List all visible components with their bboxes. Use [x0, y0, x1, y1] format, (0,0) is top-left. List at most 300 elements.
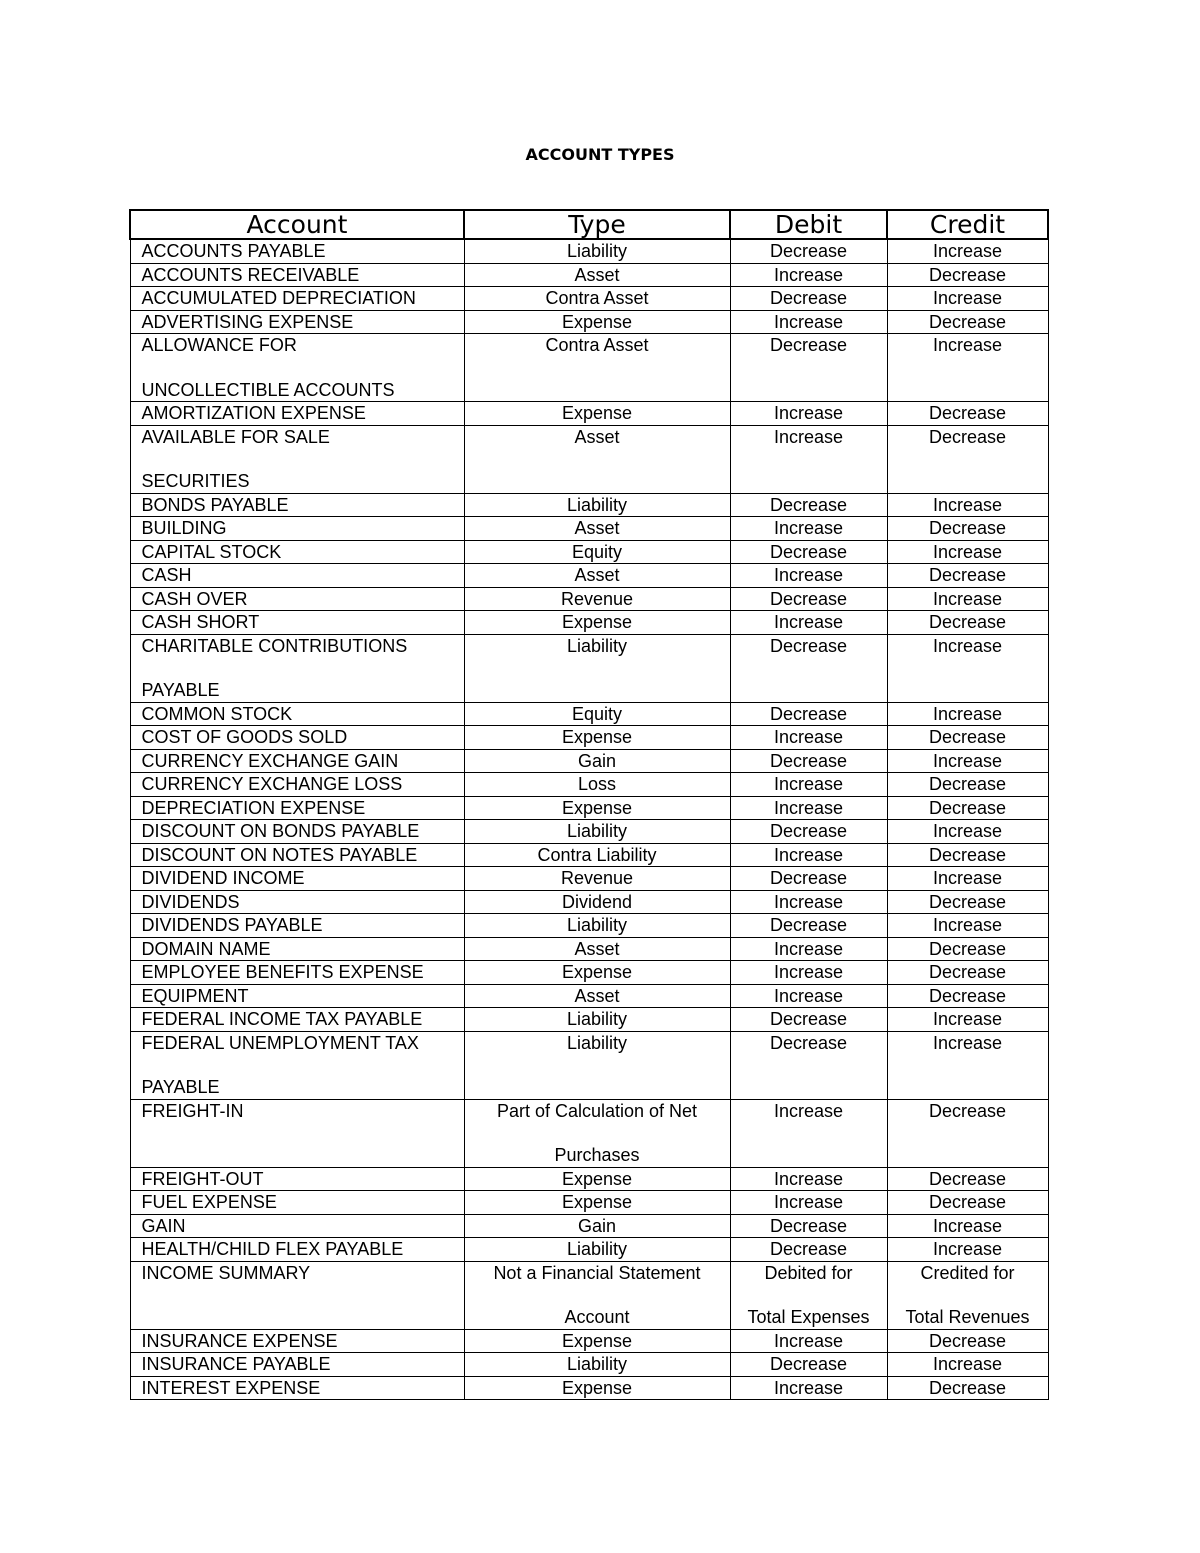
- cell-account: [130, 1008, 464, 1032]
- cell-credit-text: Decrease: [928, 844, 1007, 865]
- cell-type: [464, 1031, 730, 1099]
- cell-account: [130, 425, 464, 493]
- cell-debit-text: Increase: [773, 1330, 844, 1351]
- cell-type: [464, 773, 730, 797]
- cell-account-text-line2: PAYABLE: [141, 1077, 220, 1097]
- table-row: [130, 843, 1048, 867]
- cell-credit-text: Increase: [932, 1032, 1003, 1053]
- cell-account: [130, 239, 464, 263]
- cell-account-text: DIVIDENDS: [141, 891, 240, 912]
- cell-type: [464, 937, 730, 961]
- cell-type: [464, 634, 730, 702]
- cell-credit: [887, 984, 1048, 1008]
- cell-type: [464, 402, 730, 426]
- cell-account: [130, 587, 464, 611]
- cell-debit-text: Increase: [773, 962, 844, 982]
- cell-credit-text: Increase: [932, 494, 1003, 515]
- table-row: [130, 634, 1048, 702]
- table-row: [130, 1261, 1048, 1329]
- cell-debit-text: Increase: [773, 403, 844, 423]
- cell-credit-text: Increase: [932, 1215, 1003, 1236]
- table-row: [130, 961, 1048, 985]
- table-row: [130, 984, 1048, 1008]
- table-row: [130, 1191, 1048, 1215]
- cell-type: [464, 493, 730, 517]
- cell-debit-text: Increase: [773, 426, 844, 447]
- cell-debit-text: Increase: [773, 565, 844, 585]
- header-account: Account: [130, 210, 464, 239]
- cell-debit: [730, 867, 887, 891]
- table-row: [130, 263, 1048, 287]
- cell-account-text: AMORTIZATION EXPENSE: [141, 403, 366, 423]
- cell-debit: [730, 587, 887, 611]
- table-row: [130, 1238, 1048, 1262]
- cell-account: [130, 937, 464, 961]
- cell-credit: [887, 726, 1048, 750]
- cell-credit: [887, 843, 1048, 867]
- cell-debit: [730, 890, 887, 914]
- cell-type-text: Revenue: [560, 868, 634, 888]
- page-title: ACCOUNT TYPES: [525, 145, 675, 164]
- cell-account: [130, 914, 464, 938]
- cell-debit-text: Decrease: [769, 635, 848, 656]
- cell-type-text: Expense: [561, 727, 633, 747]
- cell-account-text: ACCUMULATED DEPRECIATION: [141, 288, 416, 308]
- cell-credit-text: Decrease: [928, 938, 1007, 959]
- cell-account-text: CHARITABLE CONTRIBUTIONS: [141, 635, 408, 656]
- cell-account-text: CASH: [141, 565, 192, 585]
- cell-debit-text: Decrease: [769, 868, 848, 888]
- cell-type: [464, 1261, 730, 1329]
- cell-credit-text: Decrease: [928, 727, 1007, 747]
- cell-type-text: Loss: [577, 774, 617, 794]
- cell-account: [130, 843, 464, 867]
- cell-debit: [730, 726, 887, 750]
- header-type: Type: [464, 210, 730, 239]
- cell-account: [130, 1031, 464, 1099]
- cell-credit: [887, 773, 1048, 797]
- cell-type: [464, 1214, 730, 1238]
- cell-credit-text: Increase: [932, 1354, 1003, 1374]
- cell-credit: [887, 914, 1048, 938]
- cell-credit: [887, 263, 1048, 287]
- cell-type-text: Liability: [566, 635, 628, 656]
- cell-account: [130, 334, 464, 402]
- cell-account-text: DIVIDENDS PAYABLE: [141, 915, 323, 935]
- cell-type-text: Revenue: [560, 588, 634, 609]
- cell-account-text: DISCOUNT ON BONDS PAYABLE: [141, 821, 420, 841]
- cell-debit: [730, 263, 887, 287]
- cell-type: [464, 1099, 730, 1167]
- cell-type: [464, 1376, 730, 1400]
- cell-credit-text: Decrease: [928, 985, 1007, 1006]
- cell-debit-text: Increase: [773, 311, 844, 332]
- cell-debit: [730, 773, 887, 797]
- cell-credit-text: Decrease: [928, 264, 1007, 285]
- cell-debit-text: Increase: [773, 985, 844, 1006]
- cell-account: [130, 1353, 464, 1377]
- cell-account-text: INSURANCE PAYABLE: [141, 1354, 331, 1374]
- cell-type-text: Liability: [566, 1239, 628, 1259]
- cell-debit-text: Decrease: [769, 494, 848, 515]
- cell-type: [464, 726, 730, 750]
- cell-debit: [730, 843, 887, 867]
- cell-credit: [887, 702, 1048, 726]
- cell-account-text: AVAILABLE FOR SALE: [141, 426, 330, 447]
- table-row: [130, 867, 1048, 891]
- cell-credit: [887, 1353, 1048, 1377]
- table-row: [130, 611, 1048, 635]
- cell-account: [130, 749, 464, 773]
- cell-debit: [730, 310, 887, 334]
- table-row: [130, 749, 1048, 773]
- cell-credit: [887, 587, 1048, 611]
- cell-credit: [887, 867, 1048, 891]
- cell-credit: [887, 961, 1048, 985]
- cell-debit-text: Decrease: [769, 1032, 848, 1053]
- cell-debit-text: Increase: [773, 1168, 844, 1189]
- cell-type: [464, 263, 730, 287]
- cell-credit: [887, 334, 1048, 402]
- table-row: [130, 1376, 1048, 1400]
- cell-account: [130, 634, 464, 702]
- cell-type-text: Part of Calculation of Net: [496, 1100, 698, 1121]
- table-row: [130, 287, 1048, 311]
- table-row: [130, 937, 1048, 961]
- cell-account: [130, 611, 464, 635]
- table-row: [130, 702, 1048, 726]
- cell-debit-text: Decrease: [769, 1239, 848, 1259]
- cell-debit: [730, 1329, 887, 1353]
- table-row: [130, 517, 1048, 541]
- cell-type-text: Liability: [566, 1032, 628, 1053]
- cell-debit-text: Decrease: [769, 703, 848, 724]
- cell-debit: [730, 796, 887, 820]
- cell-type-text: Liability: [566, 821, 628, 841]
- cell-type-text: Equity: [571, 541, 623, 562]
- cell-type-text: Liability: [566, 915, 628, 935]
- cell-account-text: BUILDING: [141, 518, 227, 538]
- cell-account-text: DIVIDEND INCOME: [141, 868, 305, 888]
- cell-type-text: Asset: [574, 985, 620, 1006]
- cell-debit: [730, 1167, 887, 1191]
- table-row: [130, 1353, 1048, 1377]
- cell-account-text-line2: SECURITIES: [141, 471, 250, 491]
- cell-debit-text: Increase: [773, 727, 844, 747]
- cell-debit-text: Increase: [773, 797, 844, 818]
- cell-debit: [730, 820, 887, 844]
- cell-credit: [887, 1214, 1048, 1238]
- cell-account: [130, 402, 464, 426]
- cell-type: [464, 702, 730, 726]
- cell-account: [130, 820, 464, 844]
- table-row: [130, 1099, 1048, 1167]
- header-credit: Credit: [887, 210, 1048, 239]
- table-row: [130, 890, 1048, 914]
- cell-debit-text: Increase: [773, 264, 844, 285]
- table-row: [130, 1329, 1048, 1353]
- cell-account: [130, 984, 464, 1008]
- table-row: [130, 1008, 1048, 1032]
- cell-account: [130, 1238, 464, 1262]
- table-row: [130, 493, 1048, 517]
- cell-type-text: Contra Liability: [537, 844, 657, 865]
- cell-debit: [730, 1376, 887, 1400]
- cell-account: [130, 702, 464, 726]
- cell-account-text: ALLOWANCE FOR: [141, 335, 297, 355]
- cell-type: [464, 611, 730, 635]
- cell-type: [464, 820, 730, 844]
- cell-credit-text: Increase: [932, 821, 1003, 841]
- cell-account-text: EMPLOYEE BENEFITS EXPENSE: [141, 962, 424, 982]
- cell-type-text: Dividend: [561, 891, 633, 912]
- cell-debit: [730, 1008, 887, 1032]
- cell-type: [464, 1167, 730, 1191]
- cell-account-text: FREIGHT-OUT: [141, 1168, 264, 1189]
- cell-credit-text: Decrease: [928, 403, 1007, 423]
- cell-type-text: Gain: [577, 750, 617, 771]
- cell-type: [464, 1238, 730, 1262]
- cell-type-text-line2: Purchases: [554, 1145, 640, 1165]
- cell-debit: [730, 749, 887, 773]
- cell-account: [130, 1261, 464, 1329]
- cell-type: [464, 1008, 730, 1032]
- cell-account-text-line2: UNCOLLECTIBLE ACCOUNTS: [141, 379, 395, 400]
- cell-credit: [887, 1261, 1048, 1329]
- cell-account: [130, 867, 464, 891]
- cell-debit-text: Decrease: [769, 915, 848, 935]
- cell-type: [464, 540, 730, 564]
- cell-credit-text: Increase: [932, 868, 1003, 888]
- cell-credit: [887, 425, 1048, 493]
- cell-credit: [887, 1167, 1048, 1191]
- cell-account-text: EQUIPMENT: [141, 985, 249, 1006]
- cell-debit-text: Decrease: [769, 821, 848, 841]
- cell-debit: [730, 611, 887, 635]
- cell-account-text: FEDERAL UNEMPLOYMENT TAX: [141, 1032, 419, 1053]
- cell-debit: [730, 1191, 887, 1215]
- cell-type: [464, 890, 730, 914]
- cell-credit: [887, 890, 1048, 914]
- cell-credit-text: Increase: [932, 703, 1003, 724]
- cell-credit: [887, 310, 1048, 334]
- cell-type: [464, 287, 730, 311]
- cell-credit-text: Decrease: [928, 612, 1007, 632]
- cell-type-text: Expense: [561, 311, 633, 332]
- cell-account-text: ACCOUNTS RECEIVABLE: [141, 264, 360, 285]
- cell-type: [464, 564, 730, 588]
- table-row: [130, 310, 1048, 334]
- cell-account-text: DOMAIN NAME: [141, 938, 271, 959]
- cell-credit: [887, 611, 1048, 635]
- cell-debit: [730, 984, 887, 1008]
- cell-credit: [887, 749, 1048, 773]
- cell-account-text: ACCOUNTS PAYABLE: [141, 241, 326, 261]
- table-row: [130, 820, 1048, 844]
- cell-credit-text: Decrease: [928, 797, 1007, 818]
- cell-type: [464, 310, 730, 334]
- cell-credit-text: Decrease: [928, 962, 1007, 982]
- table-row: [130, 796, 1048, 820]
- cell-credit: [887, 540, 1048, 564]
- cell-credit: [887, 634, 1048, 702]
- cell-credit-text: Increase: [932, 1239, 1003, 1259]
- cell-account: [130, 540, 464, 564]
- cell-account: [130, 1214, 464, 1238]
- cell-type-text: Gain: [577, 1215, 617, 1236]
- cell-type-text-line2: Account: [564, 1307, 630, 1327]
- table-row: [130, 587, 1048, 611]
- cell-type: [464, 1329, 730, 1353]
- cell-debit: [730, 1261, 887, 1329]
- cell-credit-text: Increase: [932, 1009, 1003, 1029]
- cell-credit-text: Decrease: [928, 565, 1007, 585]
- cell-account: [130, 1376, 464, 1400]
- table-row: [130, 334, 1048, 402]
- cell-debit-text: Increase: [773, 1100, 844, 1121]
- table-row: [130, 726, 1048, 750]
- cell-account: [130, 287, 464, 311]
- cell-debit: [730, 334, 887, 402]
- cell-debit-text: Increase: [773, 518, 844, 538]
- cell-type-text: Expense: [561, 1330, 633, 1351]
- cell-debit-text: Decrease: [769, 1354, 848, 1374]
- cell-credit-text: Decrease: [928, 774, 1007, 794]
- cell-type: [464, 867, 730, 891]
- cell-type-text: Not a Financial Statement: [493, 1262, 701, 1283]
- cell-account-text: BONDS PAYABLE: [141, 494, 289, 515]
- cell-credit: [887, 1329, 1048, 1353]
- cell-account: [130, 961, 464, 985]
- cell-debit: [730, 1353, 887, 1377]
- cell-debit-text: Decrease: [769, 1009, 848, 1029]
- cell-account: [130, 564, 464, 588]
- header-row: [130, 210, 1048, 239]
- account-types-table: [129, 209, 1049, 1400]
- table-row: [130, 564, 1048, 588]
- cell-account-text: INCOME SUMMARY: [141, 1262, 311, 1283]
- cell-debit: [730, 402, 887, 426]
- cell-type-text: Expense: [561, 403, 633, 423]
- cell-credit: [887, 1238, 1048, 1262]
- cell-account: [130, 1329, 464, 1353]
- cell-account-text: COST OF GOODS SOLD: [141, 727, 348, 747]
- cell-account-text: CASH SHORT: [141, 612, 260, 632]
- cell-debit: [730, 493, 887, 517]
- cell-account-text: FEDERAL INCOME TAX PAYABLE: [141, 1009, 423, 1029]
- cell-credit: [887, 402, 1048, 426]
- cell-account: [130, 310, 464, 334]
- cell-account: [130, 517, 464, 541]
- cell-type: [464, 843, 730, 867]
- cell-debit-text: Increase: [773, 938, 844, 959]
- cell-debit-text: Increase: [773, 844, 844, 865]
- cell-credit-text: Increase: [932, 588, 1003, 609]
- cell-account-text: ADVERTISING EXPENSE: [141, 311, 354, 332]
- header-debit: Debit: [730, 210, 887, 239]
- cell-debit-text: Decrease: [769, 288, 848, 308]
- cell-type: [464, 1353, 730, 1377]
- cell-debit: [730, 425, 887, 493]
- cell-debit-text: Increase: [773, 1377, 844, 1398]
- cell-type-text: Asset: [574, 518, 620, 538]
- cell-credit-text: Increase: [932, 288, 1003, 308]
- cell-account-text: DEPRECIATION EXPENSE: [141, 797, 366, 818]
- cell-debit: [730, 239, 887, 263]
- cell-account: [130, 263, 464, 287]
- cell-debit: [730, 517, 887, 541]
- cell-credit-text-line2: Total Revenues: [905, 1307, 1030, 1327]
- cell-debit: [730, 961, 887, 985]
- cell-type-text: Liability: [566, 1009, 628, 1029]
- cell-type: [464, 914, 730, 938]
- cell-credit-text: Increase: [932, 635, 1003, 656]
- cell-account-text: DISCOUNT ON NOTES PAYABLE: [141, 844, 418, 865]
- cell-type-text: Liability: [566, 241, 628, 261]
- cell-debit: [730, 1031, 887, 1099]
- cell-debit: [730, 287, 887, 311]
- cell-account-text: FREIGHT-IN: [141, 1100, 244, 1121]
- cell-debit: [730, 702, 887, 726]
- cell-debit: [730, 1238, 887, 1262]
- table-row: [130, 1214, 1048, 1238]
- table-row: [130, 1031, 1048, 1099]
- cell-credit: [887, 1008, 1048, 1032]
- cell-credit-text: Decrease: [928, 518, 1007, 538]
- cell-credit-text: Decrease: [928, 1377, 1007, 1398]
- cell-credit: [887, 493, 1048, 517]
- cell-type: [464, 749, 730, 773]
- cell-credit: [887, 1031, 1048, 1099]
- cell-account-text: COMMON STOCK: [141, 703, 293, 724]
- cell-type-text: Expense: [561, 1192, 633, 1212]
- cell-credit: [887, 239, 1048, 263]
- cell-debit: [730, 564, 887, 588]
- cell-credit-text: Increase: [932, 915, 1003, 935]
- cell-debit: [730, 1099, 887, 1167]
- cell-debit: [730, 937, 887, 961]
- cell-credit-text: Decrease: [928, 1192, 1007, 1212]
- cell-credit-text: Increase: [932, 750, 1003, 771]
- cell-credit: [887, 1099, 1048, 1167]
- cell-debit-text: Increase: [773, 891, 844, 912]
- cell-type-text: Expense: [561, 1377, 633, 1398]
- cell-debit-text: Increase: [773, 774, 844, 794]
- cell-debit-text: Decrease: [769, 1215, 848, 1236]
- cell-account-text: FUEL EXPENSE: [141, 1192, 277, 1212]
- table-row: [130, 540, 1048, 564]
- cell-credit: [887, 1376, 1048, 1400]
- cell-credit-text: Increase: [932, 541, 1003, 562]
- cell-debit-text: Decrease: [769, 335, 848, 355]
- cell-account: [130, 493, 464, 517]
- cell-type-text: Asset: [574, 264, 620, 285]
- cell-account-text: CAPITAL STOCK: [141, 541, 282, 562]
- cell-debit-text-line2: Total Expenses: [747, 1307, 870, 1327]
- cell-type-text: Equity: [571, 703, 623, 724]
- cell-debit: [730, 914, 887, 938]
- cell-account-text: INTEREST EXPENSE: [141, 1377, 321, 1398]
- cell-credit-text: Decrease: [928, 1100, 1007, 1121]
- table-row: [130, 425, 1048, 493]
- cell-debit-text: Increase: [773, 612, 844, 632]
- cell-type-text: Asset: [574, 426, 620, 447]
- cell-account-text: CASH OVER: [141, 588, 248, 609]
- cell-account: [130, 1191, 464, 1215]
- cell-debit-text: Decrease: [769, 750, 848, 771]
- table-row: [130, 239, 1048, 263]
- cell-credit: [887, 1191, 1048, 1215]
